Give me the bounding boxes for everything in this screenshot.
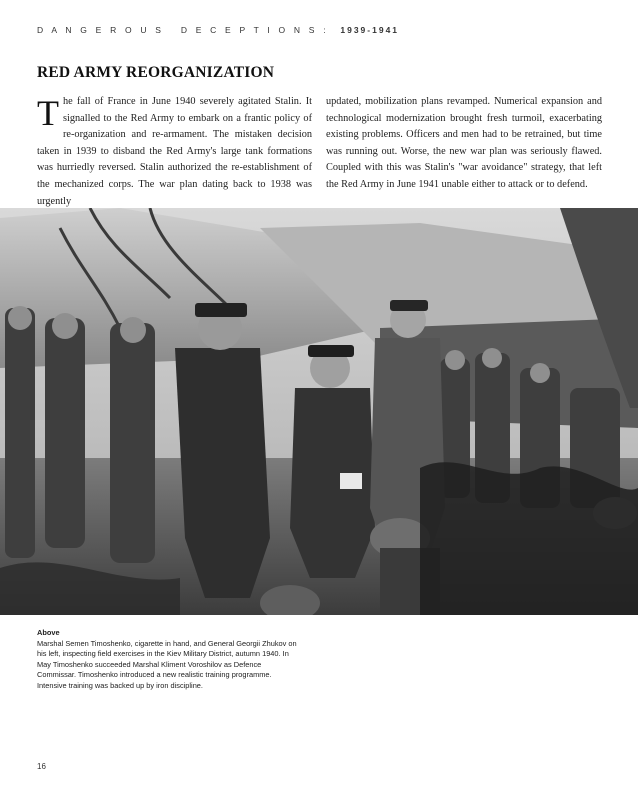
drop-cap: T [37,93,59,133]
running-head-section: D A N G E R O U S D E C E P T I O N S : [37,25,329,35]
photo-illustration [0,208,638,615]
running-head [37,25,597,35]
body-column-left [37,94,312,210]
right-column-text: updated, mobilization plans revamped. Numerical expansion and technological modernization brought fresh turmoil, exacerbating existing problems. Officers and men had to be retrained, but time was running out. Worse, the new war plan was seriously flawed. Coupled with this was Stalin's "war avoidance" strategy, that left the Red Army in June 1941 unable either to attack or to defend. [326,96,602,190]
historical-photograph [0,208,638,615]
caption-text: Marshal Semen Timoshenko, cigarette in hand, and General Georgii Zhukov on his left, inspecting field exercises in the Kiev Military District, autumn 1940. In May Timoshenko succeeded Marshal Kliment Voroshilov as Defence Commissar. Timoshenko introduced a new realistic training programme. Intensive training was backed up by iron discipline. [37,638,297,690]
running-head-years: 1939-1941 [340,25,400,35]
left-column-text: he fall of France in June 1940 severely agitated Stalin. It signalled to the Red Army to embark on a frantic policy of re-organization and re-armament. The mistaken decision taken in 1939 to disband the Red Army's large tank formations was hurriedly reversed. Stalin authorized the re-establishment of the mechanized corps. The war plan dating back to 1938 was urgently [37,96,312,207]
photo-caption [37,628,297,692]
paragraph-left [37,94,312,210]
article-title: RED ARMY REORGANIZATION [37,64,275,81]
page-number: 16 [37,762,46,771]
body-column-right [326,94,602,194]
caption-heading: Above [37,628,60,637]
